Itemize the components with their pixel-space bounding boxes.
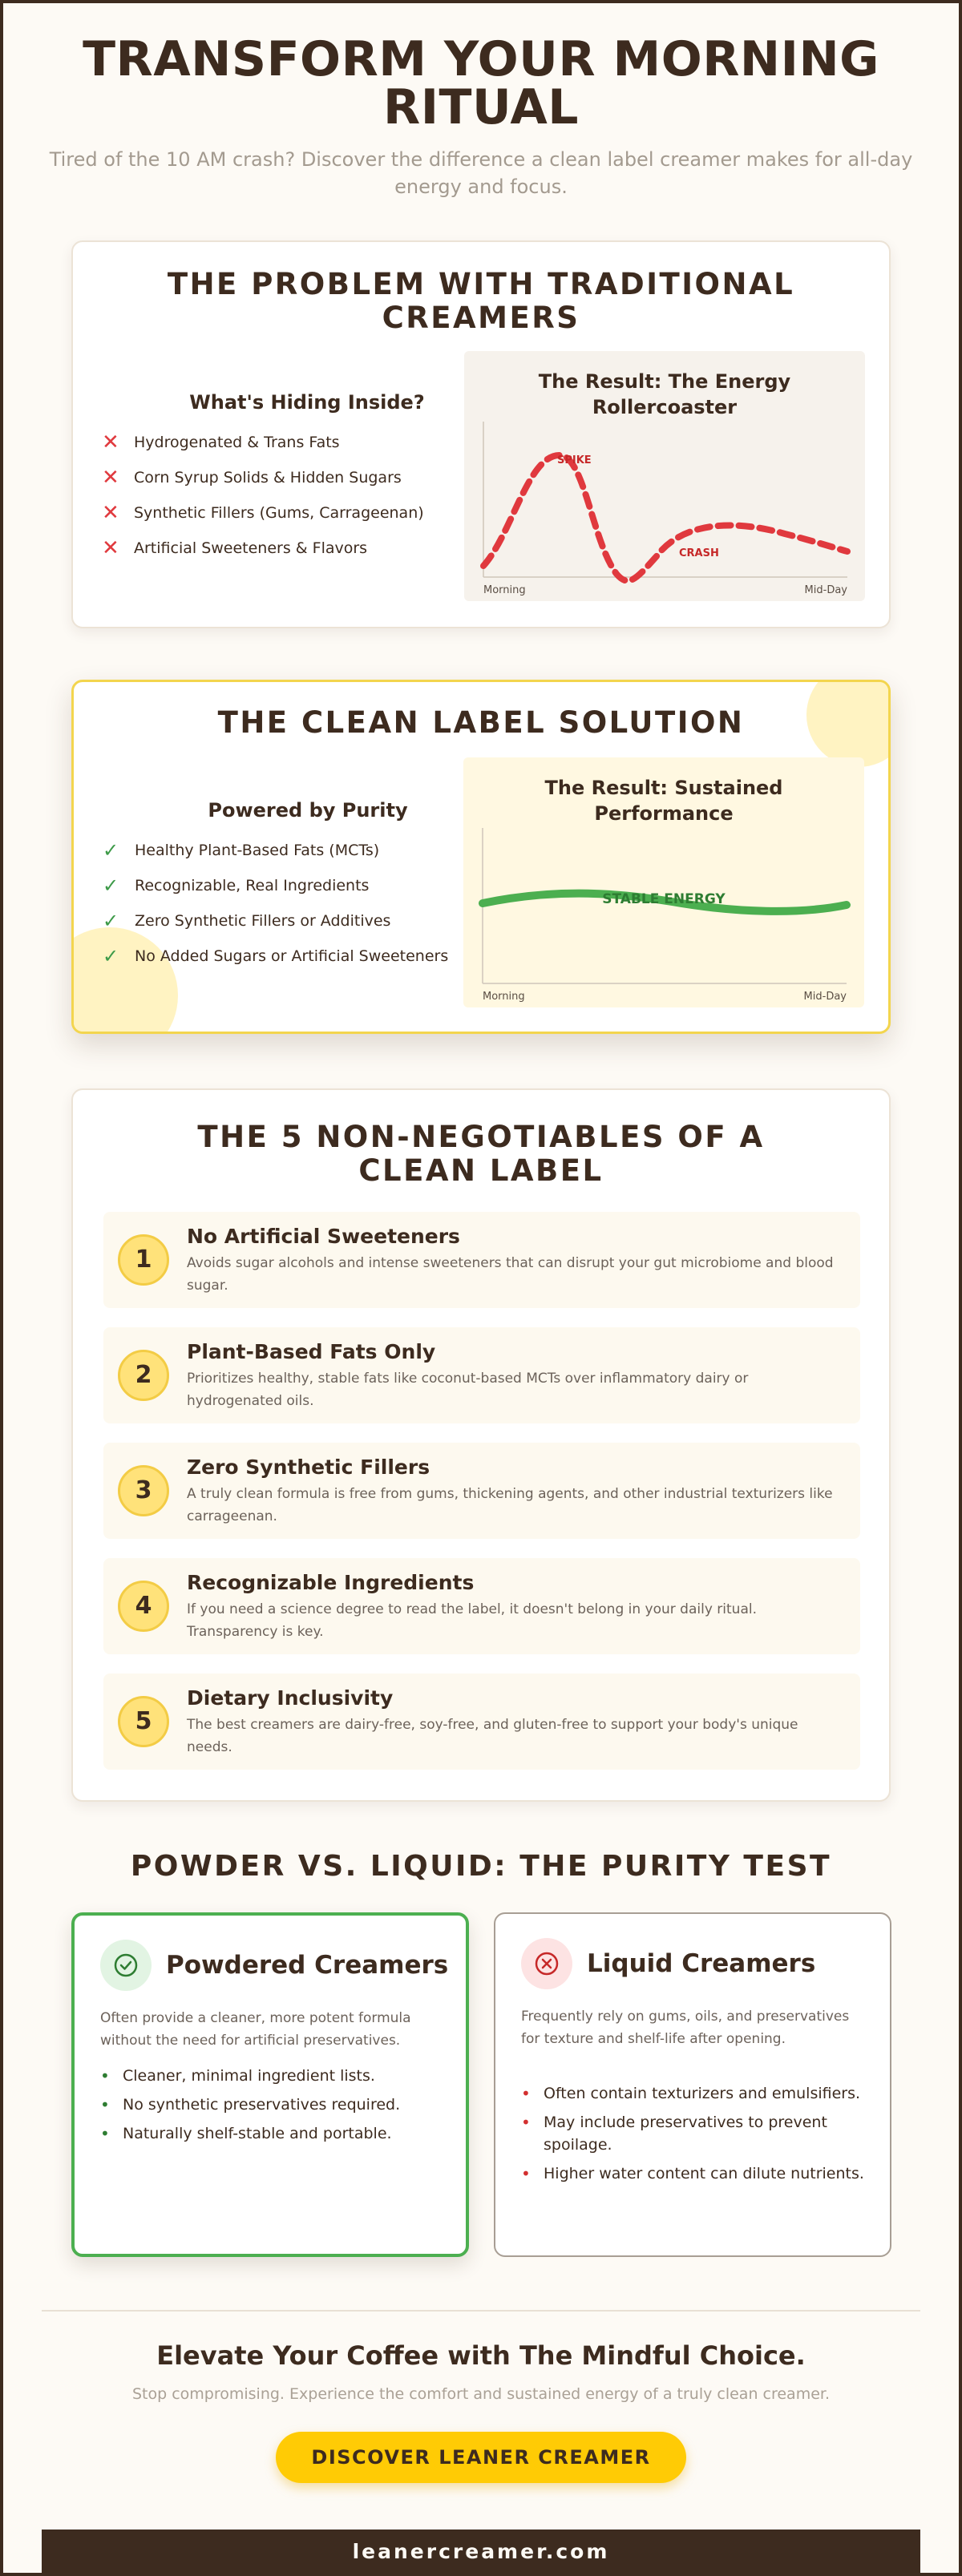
- list-item: [103, 1327, 860, 1423]
- point-label: Naturally shelf-stable and portable.: [123, 2125, 392, 2142]
- bullet-icon: •: [521, 2113, 531, 2132]
- step-number-badge: 5: [118, 1696, 169, 1747]
- check-mark-icon: ✓: [103, 874, 119, 897]
- list-item: [99, 466, 515, 490]
- sustained-chart-panel: [463, 757, 864, 1007]
- stable-energy-label: STABLE ENERGY: [602, 891, 726, 907]
- point-label: Cleaner, minimal ingredient lists.: [123, 2067, 375, 2085]
- solution-list: [99, 799, 516, 982]
- problem-list: [99, 391, 515, 574]
- x-start-label: Morning: [483, 991, 525, 1003]
- step-number-badge: 4: [118, 1581, 169, 1632]
- list-item: [103, 1558, 860, 1654]
- bullet-icon: •: [521, 2164, 531, 2183]
- liquid-heading: Liquid Creamers: [587, 1949, 816, 1978]
- list-item-label: Recognizable, Real Ingredients: [135, 877, 370, 894]
- cta-title: Elevate Your Coffee with The Mindful Choice.: [156, 2340, 806, 2371]
- list-item-label: Synthetic Fillers (Gums, Carrageenan): [134, 504, 424, 522]
- list-item: [521, 2111, 866, 2156]
- sustained-chart: [463, 828, 864, 1007]
- list-item: [99, 841, 516, 860]
- step-title: Recognizable Ingredients: [187, 1571, 475, 1594]
- list-item-label: Healthy Plant-Based Fats (MCTs): [135, 842, 380, 859]
- x-end-label: Mid-Day: [803, 991, 847, 1003]
- list-item: [100, 2065, 445, 2087]
- point-label: Higher water content can dilute nutrients.: [544, 2165, 864, 2182]
- energy-rollercoaster-line: [483, 455, 847, 581]
- list-item: [521, 2082, 866, 2105]
- x-circle-icon: [521, 1938, 572, 1989]
- list-item-label: Hydrogenated & Trans Fats: [134, 434, 340, 451]
- list-item-label: Zero Synthetic Fillers or Additives: [135, 912, 391, 930]
- liquid-intro: Frequently rely on gums, oils, and preservatives for texture and shelf-life after opening.: [521, 2009, 850, 2047]
- rollercoaster-chart-title: The Result: The Energy Rollercoaster: [538, 370, 791, 418]
- problem-title: THE PROBLEM WITH TRADITIONAL CREAMERS: [167, 267, 795, 335]
- step-description: The best creamers are dairy-free, soy-free, and gluten-free to support your body's unique needs.: [187, 1717, 798, 1755]
- list-item: [99, 536, 515, 560]
- x-mark-icon: ✕: [102, 430, 119, 454]
- hero: [0, 31, 962, 200]
- step-title: Plant-Based Fats Only: [187, 1340, 436, 1363]
- problem-card: [71, 240, 891, 628]
- hero-subtitle: Tired of the 10 AM crash? Discover the difference a clean label creamer makes for all-day energy and focus.: [49, 148, 913, 198]
- bullet-icon: •: [100, 2066, 110, 2085]
- step-title: Zero Synthetic Fillers: [187, 1456, 430, 1479]
- powdered-intro: Often provide a cleaner, more potent formula without the need for artificial preservatives.: [100, 2010, 411, 2049]
- list-item: [99, 503, 515, 523]
- powdered-points: [100, 2065, 445, 2151]
- powdered-heading: Powdered Creamers: [166, 1951, 449, 1980]
- sustained-chart-title: The Result: Sustained Performance: [544, 777, 783, 825]
- crash-label: CRASH: [679, 547, 719, 559]
- list-item: [100, 2122, 445, 2145]
- divider: [42, 2310, 920, 2312]
- check-mark-icon: ✓: [103, 945, 119, 967]
- cta-subtitle: Stop compromising. Experience the comfort and sustained energy of a truly clean creamer.: [131, 2385, 831, 2403]
- step-description: A truly clean formula is free from gums, thickening agents, and other industrial texturizers like carrageenan.: [187, 1486, 833, 1524]
- list-item: [99, 947, 516, 966]
- non-negotiables-title: THE 5 NON-NEGOTIABLES OF A CLEAN LABEL: [197, 1120, 765, 1188]
- step-description: Avoids sugar alcohols and intense sweeteners that can disrupt your gut microbiome and blood sugar.: [187, 1255, 834, 1294]
- footer-link[interactable]: leanercreamer.com: [42, 2530, 920, 2576]
- x-mark-icon: ✕: [102, 536, 119, 560]
- bullet-icon: •: [521, 2084, 531, 2103]
- non-negotiables-list: [103, 1212, 860, 1789]
- step-description: Prioritizes healthy, stable fats like coconut-based MCTs over inflammatory dairy or hydrogenated oils.: [187, 1371, 749, 1409]
- x-start-label: Morning: [483, 584, 526, 596]
- check-mark-icon: ✓: [103, 839, 119, 862]
- list-item: [99, 876, 516, 895]
- comparison-title: POWDER VS. LIQUID: THE PURITY TEST: [130, 1850, 832, 1883]
- problem-list-title: What's Hiding Inside?: [189, 391, 425, 414]
- list-item-label: Artificial Sweeteners & Flavors: [134, 539, 368, 557]
- discover-leaner-creamer-button[interactable]: DISCOVER LEANER CREAMER: [276, 2432, 686, 2483]
- list-item: [100, 2094, 445, 2116]
- powdered-creamers-card: [71, 1912, 469, 2257]
- check-circle-icon: [100, 1940, 152, 1991]
- x-end-label: Mid-Day: [804, 584, 847, 596]
- list-item: [99, 430, 515, 454]
- list-item: [521, 2162, 866, 2185]
- bullet-icon: •: [100, 2095, 110, 2114]
- liquid-creamers-card: [494, 1912, 891, 2257]
- spike-label: SPIKE: [557, 454, 592, 466]
- step-title: Dietary Inclusivity: [187, 1686, 394, 1710]
- non-negotiables-card: [71, 1088, 891, 1802]
- step-number-badge: 1: [118, 1234, 169, 1286]
- list-item: [103, 1443, 860, 1539]
- point-label: May include preservatives to prevent spoilage.: [544, 2114, 827, 2154]
- bullet-icon: •: [100, 2124, 110, 2143]
- list-item-label: No Added Sugars or Artificial Sweeteners: [135, 947, 449, 965]
- check-mark-icon: ✓: [103, 910, 119, 932]
- list-item: [99, 911, 516, 931]
- solution-card: [71, 680, 891, 1034]
- step-title: No Artificial Sweeteners: [187, 1225, 460, 1248]
- x-mark-icon: ✕: [102, 466, 119, 490]
- solution-list-title: Powered by Purity: [208, 799, 408, 822]
- solution-title: THE CLEAN LABEL SOLUTION: [217, 705, 745, 740]
- step-number-badge: 2: [118, 1350, 169, 1401]
- x-mark-icon: ✕: [102, 501, 119, 525]
- rollercoaster-chart-panel: [464, 351, 865, 601]
- list-item: [103, 1212, 860, 1308]
- point-label: No synthetic preservatives required.: [123, 2096, 401, 2114]
- liquid-points: [521, 2082, 866, 2191]
- rollercoaster-chart: [464, 422, 865, 601]
- step-description: If you need a science degree to read the label, it doesn't belong in your daily ritual. Transparency is key.: [187, 1601, 757, 1640]
- list-item: [103, 1674, 860, 1770]
- point-label: Often contain texturizers and emulsifiers.: [544, 2085, 861, 2102]
- list-item-label: Corn Syrup Solids & Hidden Sugars: [134, 469, 402, 487]
- step-number-badge: 3: [118, 1465, 169, 1516]
- hero-title: TRANSFORM YOUR MORNING RITUAL: [83, 31, 879, 135]
